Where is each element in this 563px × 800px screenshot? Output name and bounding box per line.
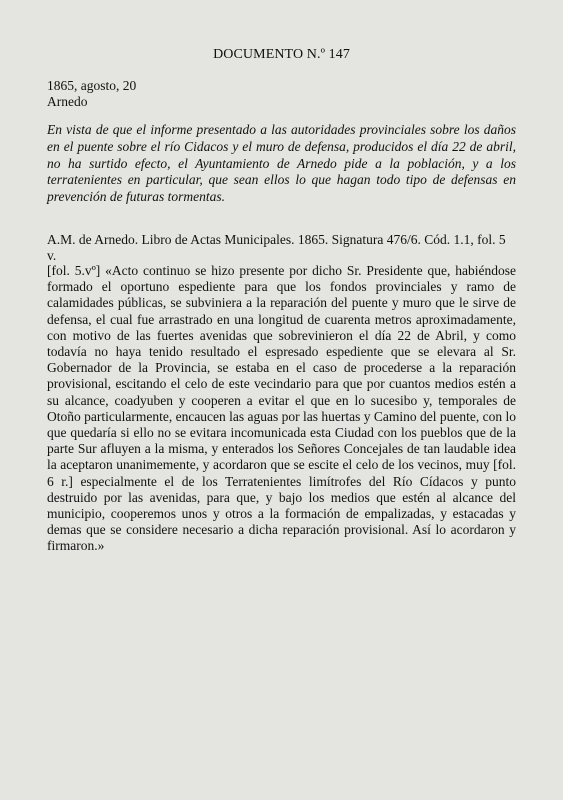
document-dateline bbox=[47, 78, 136, 110]
document-source: A.M. de Arnedo. Libro de Actas Municipales. 1865. Signatura 476/6. Cód. 1.1, fol. 5 v. bbox=[47, 232, 506, 263]
document-place: Arnedo bbox=[47, 94, 88, 109]
document-title: DOCUMENTO N.º 147 bbox=[213, 47, 350, 62]
document-date: 1865, agosto, 20 bbox=[47, 78, 137, 93]
document-summary: En vista de que el informe presentado a las autoridades provinciales sobre los daños en el puente sobre el río Cidacos y el muro de defensa, producidos el día 22 de abril, no ha surtido efecto, el Ayuntamiento de Arnedo pide a la población, y a los terratenientes en particular, que sean ellos lo que hagan todo tipo de defensas en prevención de futuras tormentas. bbox=[47, 122, 516, 205]
document-transcription: [fol. 5.vº] «Acto continuo se hizo presente por dicho Sr. Presidente que, habiéndose formado el oportuno espediente para que los fondos provinciales y ramo de calamidades públicas, se subviniera a la reparación del puente y muro que le sirve de defensa, el cual fue arrastrado en una longitud de cuarenta metros aproximadamente, con motivo de las fuertes avenidas que sobrevinieron el día 22 de Abril, y como todavía no haya tenido resultado el espresado espediente que se elevara al Sr. Gobernador de la Provincia, se estaba en el caso de procederse a la reparación provisional, escitando el celo de este vecindario para que por cuantos medios estén a su alcance, coadyuben y cooperen a evitar el que en lo sucesibo y, temporales de Otoño particularmente, encaucen las aguas por las huertas y Camino del puente, con lo que quedaría si ello no se evitara incomunicada esta Ciudad con los pueblos que de la parte Sur afluyen a la misma, y enterados los Señores Concejales de tan laudable idea la aceptaron unanimemente, y acordaron que se escite el celo de los vecinos, muy [fol. 6 r.] especialmente el de los Terratenientes limítrofes del Río Cídacos y punto destruido por las avenidas, para que, y bajo los medios que estén al alcance del municipio, cooperemos unos y otros a la formación de empalizadas, y estacadas y demas que se considere necesario a dicha reparación provisional. Así lo acordaron y firmaron.» bbox=[47, 263, 516, 554]
